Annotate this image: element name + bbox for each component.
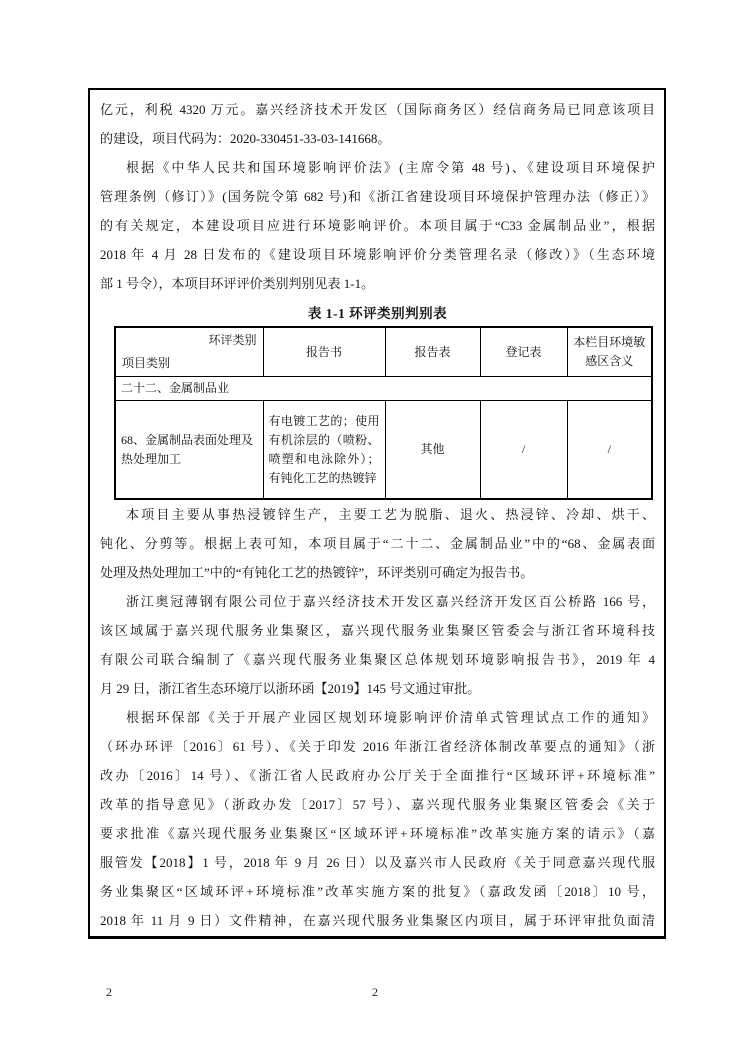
paragraph-location-planning: [100, 587, 655, 703]
text-line: 处理及热处理加工”中的“有钝化工艺的热镀锌”，环评类别可确定为报告书。: [100, 565, 534, 580]
cell-project-type: 68、金属制品表面处理及热处理加工: [115, 401, 263, 500]
header-cell-report-book: 报告书: [263, 327, 385, 377]
text-line: 根据环保部《关于开展产业园区规划环境影响评价清单式管理试点工作的通知》: [126, 710, 655, 725]
paragraph-reform-policies: [100, 703, 655, 935]
category-cell: 二十二、金属制品业: [115, 377, 652, 401]
text-line: 要求批准《嘉兴现代服务业集聚区“区域环评+环境标准”改革实施方案的请示》（嘉: [100, 826, 655, 841]
text-line: 改办〔2016〕14 号）、《浙江省人民政府办公厅关于全面推行“区域环评+环境标准”: [100, 768, 655, 783]
header-cell-registration-form: 登记表: [480, 327, 567, 377]
eia-category-table: [114, 326, 653, 500]
text-line: 本项目主要从事热浸镀锌生产，主要工艺为脱脂、退火、热浸锌、冷却、烘干、: [126, 507, 655, 522]
cell-registration-form-value: /: [480, 401, 567, 500]
cell-report-form-value: 其他: [385, 401, 480, 500]
paragraph-process-conclusion: [100, 500, 655, 587]
page-number-center: 2: [372, 985, 378, 999]
category-row: [115, 377, 652, 401]
corner-label-eia-category: 环评类别: [208, 333, 257, 347]
table-header-row: [115, 327, 652, 377]
header-cell-report-form: 报告表: [385, 327, 480, 377]
document-frame: [88, 88, 666, 939]
text-line: 部 1 号令），本项目环评评价类别判别见表 1-1。: [100, 276, 375, 291]
text-line: 亿元，利税 4320 万元。嘉兴经济技术开发区（国际商务区）经信商务局已同意该项目: [100, 102, 655, 117]
cell-report-book-criteria: 有电镀工艺的；使用有机涂层的（喷粉、喷塑和电泳除外）；有钝化工艺的热镀锌: [263, 401, 385, 500]
table-data-row: [115, 401, 652, 500]
corner-label-project-category: 项目类别: [122, 356, 171, 370]
text-line: 有限公司联合编制了《嘉兴现代服务业集聚区总体规划环境影响报告书》，2019 年 4: [100, 652, 655, 667]
text-line: 该区域属于嘉兴现代服务业集聚区，嘉兴现代服务业集聚区管委会与浙江省环境科技: [100, 623, 655, 638]
text-line: （环办环评〔2016〕61 号）、《关于印发 2016 年浙江省经济体制改革要点的通知》（浙: [100, 739, 655, 754]
text-line: 的有关规定，本建设项目应进行环境影响评价。本项目属于“C33 金属制品业”，根据: [100, 218, 655, 233]
paragraph-legal-basis: [100, 153, 655, 298]
header-cell-sensitive-area: 本栏目环境敏感区含义: [567, 327, 652, 377]
text-line: 月 29 日，浙江省生态环境厅以浙环函【2019】145 号文通过审批。: [100, 681, 481, 696]
page-number-left: 2: [106, 985, 112, 999]
corner-cell: [115, 327, 263, 377]
table-title: 表 1-1 环评类别判别表: [307, 306, 448, 321]
cell-sensitive-area-value: /: [567, 401, 652, 500]
text-line: 浙江奥冠薄钢有限公司位于嘉兴经济技术开发区嘉兴经济开发区百公桥路 166 号，: [126, 594, 655, 609]
text-line: 务业集聚区“区域环评+环境标准”改革实施方案的批复》（嘉政发函〔2018〕10 号，: [100, 884, 655, 899]
text-line: 管理条例（修订）》(国务院令第 682 号)和《浙江省建设项目环境保护管理办法（修正）》: [100, 189, 655, 204]
text-line: 服管发【2018】1 号，2018 年 9 月 26 日）以及嘉兴市人民政府《关于同意嘉兴现代服: [100, 855, 655, 870]
text-line: 2018 年 11 月 9 日）文件精神，在嘉兴现代服务业集聚区内项目，属于环评审批负面清: [100, 913, 655, 928]
text-line: 改革的指导意见》（浙政办发〔2017〕57 号）、嘉兴现代服务业集聚区管委会《关于: [100, 797, 655, 812]
text-line: 钝化、分剪等。根据上表可知，本项目属于“二十二、金属制品业”中的“68、金属表面: [100, 536, 655, 551]
text-line: 根据《中华人民共和国环境影响评价法》(主席令第 48 号)、《建设项目环境保护: [126, 160, 655, 175]
paragraph-project-intro: [100, 95, 655, 153]
text-line: 2018 年 4 月 28 日发布的《建设项目环境影响评价分类管理名录（修改）》（生态环境: [100, 247, 655, 262]
text-line: 的建设，项目代码为：2020-330451-33-03-141668。: [100, 131, 391, 146]
